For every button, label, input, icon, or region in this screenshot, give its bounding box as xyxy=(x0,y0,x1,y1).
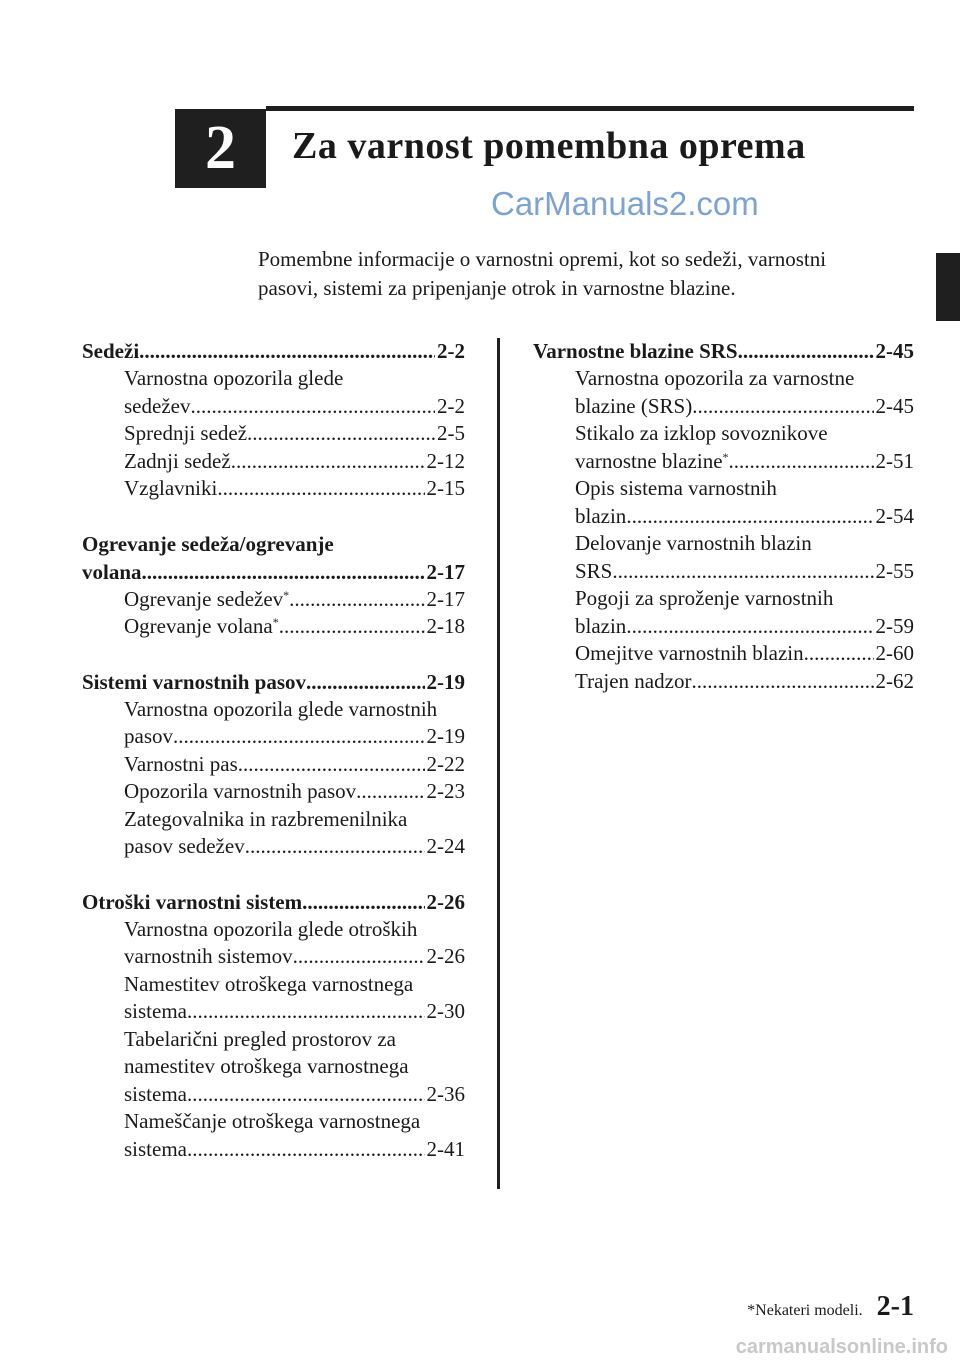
toc-section xyxy=(82,530,465,641)
toc-page-ref: 2-24 xyxy=(426,834,465,858)
toc-entry-text: Varnostni pas xyxy=(124,751,238,776)
toc-entry-text: sedežev xyxy=(124,393,191,418)
toc-entry-text: Namestitev otroškega varnostnega xyxy=(124,971,414,996)
toc-entry-title xyxy=(124,778,356,806)
toc-entry-text: SRS xyxy=(575,558,613,583)
toc-entry-text: pasov xyxy=(124,724,173,748)
dot-leader xyxy=(306,668,424,696)
toc-entry-line[interactable] xyxy=(82,943,465,971)
toc-section-line xyxy=(82,530,465,558)
toc-entry-title xyxy=(124,1108,420,1136)
toc-entry-title xyxy=(575,475,777,503)
toc-entry-line xyxy=(82,1108,465,1136)
toc-entry-title xyxy=(124,696,437,724)
toc-entry-text: Varnostne blazine SRS xyxy=(533,339,738,363)
column-divider xyxy=(497,338,500,1189)
toc-entry-line[interactable] xyxy=(82,420,465,448)
dot-leader xyxy=(247,420,435,448)
toc-entry-line xyxy=(533,475,914,503)
toc-entry-text: Ogrevanje sedeža/ogrevanje xyxy=(82,531,334,556)
toc-entry-line[interactable] xyxy=(82,475,465,503)
toc-entry-title xyxy=(124,613,279,641)
toc-entry-text: Trajen nadzor xyxy=(575,668,692,693)
toc-entry-text: sistema xyxy=(124,1081,187,1106)
toc-entry-text: Ogrevanje sedežev xyxy=(124,586,284,611)
toc-entry-title xyxy=(575,585,833,613)
toc-entry-text: Stikalo za izklop sovoznikove xyxy=(575,421,828,445)
toc-entry-title xyxy=(575,558,612,586)
toc-entry-line[interactable] xyxy=(82,1081,465,1109)
toc-entry-title xyxy=(82,668,306,696)
chapter-intro xyxy=(258,245,898,303)
toc-entry-text: Zadnji sedež xyxy=(124,448,231,473)
dot-leader xyxy=(302,888,424,916)
toc-entry-line[interactable] xyxy=(82,998,465,1026)
chapter-number-box xyxy=(175,109,266,188)
toc-section-line[interactable] xyxy=(82,888,465,916)
toc-entry-title xyxy=(575,365,854,393)
dot-leader xyxy=(691,668,873,696)
toc-page-ref: 2-15 xyxy=(426,476,465,500)
toc-entry-title xyxy=(124,420,247,448)
toc-entry-text: volana xyxy=(82,559,142,584)
toc-entry-line[interactable] xyxy=(533,503,914,531)
toc-page-ref: 2-23 xyxy=(426,779,465,803)
toc-entry-text: varnostne blazine xyxy=(575,448,723,473)
toc-page-ref: 2-26 xyxy=(426,944,465,968)
toc-entry-text: Delovanje varnostnih blazin xyxy=(575,531,812,555)
toc-entry-title xyxy=(575,613,626,641)
toc-entry-line[interactable] xyxy=(82,586,465,614)
toc-entry-text: blazine (SRS) xyxy=(575,393,693,418)
toc-entry-title xyxy=(124,475,217,503)
watermark: CarManuals2.com xyxy=(491,185,759,222)
toc-entry-line[interactable] xyxy=(533,668,914,696)
toc-entry-title xyxy=(124,365,343,393)
toc-page-ref: 2-36 xyxy=(426,1081,465,1106)
toc-page-ref: 2-45 xyxy=(875,339,914,363)
dot-leader xyxy=(612,558,873,586)
footnote: *Nekateri modeli. xyxy=(747,1302,863,1319)
dot-leader xyxy=(231,448,425,476)
toc-entry-title xyxy=(82,530,334,558)
toc-entry-line xyxy=(82,806,465,834)
toc-entry-title xyxy=(124,1026,396,1054)
toc-page-ref: 2-5 xyxy=(437,421,465,445)
toc-entry-line[interactable] xyxy=(82,1136,465,1164)
dot-leader xyxy=(173,723,425,751)
toc-entry-text: Varnostna opozorila glede otroških xyxy=(124,916,418,941)
toc-entry-line[interactable] xyxy=(82,723,465,751)
footnote-marker: * xyxy=(283,587,290,602)
toc-section xyxy=(533,337,914,695)
toc-page-ref: 2-12 xyxy=(426,448,465,473)
toc-page-ref: 2-45 xyxy=(875,393,914,418)
toc-entry-line[interactable] xyxy=(82,393,465,421)
toc-entry-title xyxy=(575,503,626,531)
dot-leader xyxy=(245,833,425,861)
toc-entry-text: Sistemi varnostnih pasov xyxy=(82,669,307,694)
dot-leader xyxy=(142,558,425,586)
toc-section-line[interactable] xyxy=(82,668,465,696)
toc-entry-text: Tabelarični pregled prostorov za xyxy=(124,1026,396,1051)
toc-entry-text: Sedeži xyxy=(82,339,140,363)
toc-entry-title xyxy=(124,448,231,476)
toc-entry-title xyxy=(575,448,729,476)
toc-entry-line xyxy=(82,971,465,999)
dot-leader xyxy=(187,998,425,1026)
toc-entry-line[interactable] xyxy=(533,613,914,641)
toc-entry-text: Zategovalnika in razbremenilnika xyxy=(124,806,408,831)
toc-entry-line[interactable] xyxy=(82,751,465,779)
toc-page-ref: 2-62 xyxy=(875,668,914,693)
intro-line: Pomembne informacije o varnostni opremi, kot so sedeži, varnostni xyxy=(258,247,827,271)
toc-page-ref: 2-26 xyxy=(426,889,465,914)
toc-section-line[interactable] xyxy=(533,337,914,365)
toc-section xyxy=(82,668,465,861)
toc-entry-line[interactable] xyxy=(82,778,465,806)
toc-entry-title xyxy=(124,971,413,999)
toc-entry-line xyxy=(533,420,914,448)
toc-section xyxy=(82,888,465,1164)
toc-entry-line[interactable] xyxy=(533,393,914,421)
toc-entry-text: sistema xyxy=(124,999,187,1023)
toc-page-ref: 2-41 xyxy=(426,1136,465,1161)
toc-entry-text: Pogoji za sproženje varnostnih xyxy=(575,586,834,610)
page-number: 2-1 xyxy=(876,1291,914,1322)
dot-leader xyxy=(289,586,424,614)
toc-entry-title xyxy=(124,916,417,944)
toc-entry-title xyxy=(124,723,173,751)
toc-entry-text: Ogrevanje volana xyxy=(124,614,273,638)
toc-entry-title xyxy=(124,998,187,1026)
toc-page-ref: 2-60 xyxy=(875,641,914,665)
toc-section-line[interactable] xyxy=(82,337,465,365)
footnote-marker: * xyxy=(722,449,729,464)
toc-entry-text: Otroški varnostni sistem xyxy=(82,889,303,914)
toc-entry-text: Opis sistema varnostnih xyxy=(575,476,777,500)
intro-line: pasovi, sistemi za pripenjanje otrok in varnostne blazine. xyxy=(258,276,736,300)
toc-entry-text: sistema xyxy=(124,1136,187,1161)
toc-entry-title xyxy=(124,1136,187,1164)
toc-entry-title xyxy=(575,668,691,696)
toc-entry-text: namestitev otroškega varnostnega xyxy=(124,1054,409,1078)
dot-leader xyxy=(190,393,435,421)
toc-entry-text: Opozorila varnostnih pasov xyxy=(124,779,357,803)
toc-entry-text: blazin xyxy=(575,613,627,638)
toc-entry-line xyxy=(533,585,914,613)
toc-entry-title xyxy=(124,806,407,834)
chapter-title: Za varnost pomembna oprema xyxy=(292,125,806,167)
toc-entry-title xyxy=(124,1081,187,1109)
toc-entry-text: varnostnih sistemov xyxy=(124,944,293,968)
toc-entry-text: Varnostna opozorila za varnostne xyxy=(575,366,855,390)
dot-leader xyxy=(738,337,874,365)
toc-entry-line xyxy=(533,530,914,558)
toc-entry-text: Varnostna opozorila glede xyxy=(124,366,344,390)
toc-page-ref: 2-17 xyxy=(426,559,465,584)
dot-leader xyxy=(692,393,873,421)
toc-entry-title xyxy=(124,833,245,861)
toc-entry-line xyxy=(533,365,914,393)
toc-page-ref: 2-30 xyxy=(426,999,465,1023)
footnote-marker: * xyxy=(272,615,279,629)
toc-entry-line xyxy=(82,365,465,393)
dot-leader xyxy=(187,1136,425,1164)
site-watermark: carmanualsonline.info xyxy=(735,1336,948,1358)
dot-leader xyxy=(626,503,873,531)
dot-leader xyxy=(139,337,435,365)
toc-page-ref: 2-19 xyxy=(426,724,465,748)
toc-page-ref: 2-55 xyxy=(875,558,914,583)
dot-leader xyxy=(217,475,424,503)
toc-entry-title xyxy=(82,558,142,586)
dot-leader xyxy=(626,613,873,641)
toc-section xyxy=(82,337,465,503)
dot-leader xyxy=(729,448,874,476)
toc-entry-text: Omejitve varnostnih blazin xyxy=(575,641,804,665)
toc-entry-text: Vzglavniki xyxy=(124,476,218,500)
toc-entry-line[interactable] xyxy=(82,833,465,861)
toc-entry-line[interactable] xyxy=(533,640,914,668)
toc-entry-text: blazin xyxy=(575,503,627,528)
toc-left-column xyxy=(82,337,465,1190)
toc-right-column xyxy=(533,337,914,722)
toc-entry-title xyxy=(575,420,828,448)
toc-page-ref: 2-19 xyxy=(426,669,465,694)
toc-entry-title xyxy=(575,393,692,421)
toc-entry-line xyxy=(82,1026,465,1054)
toc-page-ref: 2-2 xyxy=(437,393,465,418)
toc-page-ref: 2-22 xyxy=(426,751,465,776)
toc-entry-line[interactable] xyxy=(533,558,914,586)
toc-entry-line[interactable] xyxy=(82,613,465,641)
toc-entry-text: Varnostna opozorila glede varnostnih xyxy=(124,696,438,721)
toc-entry-text: pasov sedežev xyxy=(124,834,245,858)
dot-leader xyxy=(279,613,425,641)
toc-section-line[interactable] xyxy=(82,558,465,586)
toc-entry-line[interactable] xyxy=(82,448,465,476)
toc-page-ref: 2-59 xyxy=(875,613,914,638)
page-footer xyxy=(747,1291,914,1323)
toc-entry-title xyxy=(575,640,804,668)
toc-entry-title xyxy=(575,530,812,558)
toc-entry-title xyxy=(124,393,190,421)
toc-entry-text: Sprednji sedež xyxy=(124,421,248,445)
dot-leader xyxy=(293,943,425,971)
dot-leader xyxy=(804,640,874,668)
dot-leader xyxy=(356,778,424,806)
toc-entry-title xyxy=(124,751,238,779)
chapter-thumb-tab xyxy=(936,253,960,321)
chapter-number: 2 xyxy=(205,114,236,182)
dot-leader xyxy=(238,751,425,779)
toc-entry-title xyxy=(82,888,302,916)
toc-entry-title xyxy=(82,337,139,365)
dot-leader xyxy=(187,1081,425,1109)
title-rule xyxy=(266,106,914,111)
toc-page-ref: 2-51 xyxy=(875,448,914,473)
toc-page-ref: 2-54 xyxy=(875,503,914,528)
toc-entry-line xyxy=(82,1053,465,1081)
toc-entry-line xyxy=(82,916,465,944)
toc-entry-title xyxy=(124,1053,409,1081)
toc-page-ref: 2-17 xyxy=(426,586,465,611)
toc-page-ref: 2-18 xyxy=(426,614,465,638)
toc-entry-title xyxy=(124,943,293,971)
toc-page-ref: 2-2 xyxy=(437,339,465,363)
toc-entry-title xyxy=(124,586,289,614)
toc-entry-title xyxy=(533,337,738,365)
toc-entry-text: Nameščanje otroškega varnostnega xyxy=(124,1109,421,1133)
toc-entry-line xyxy=(82,696,465,724)
toc-entry-line[interactable] xyxy=(533,448,914,476)
